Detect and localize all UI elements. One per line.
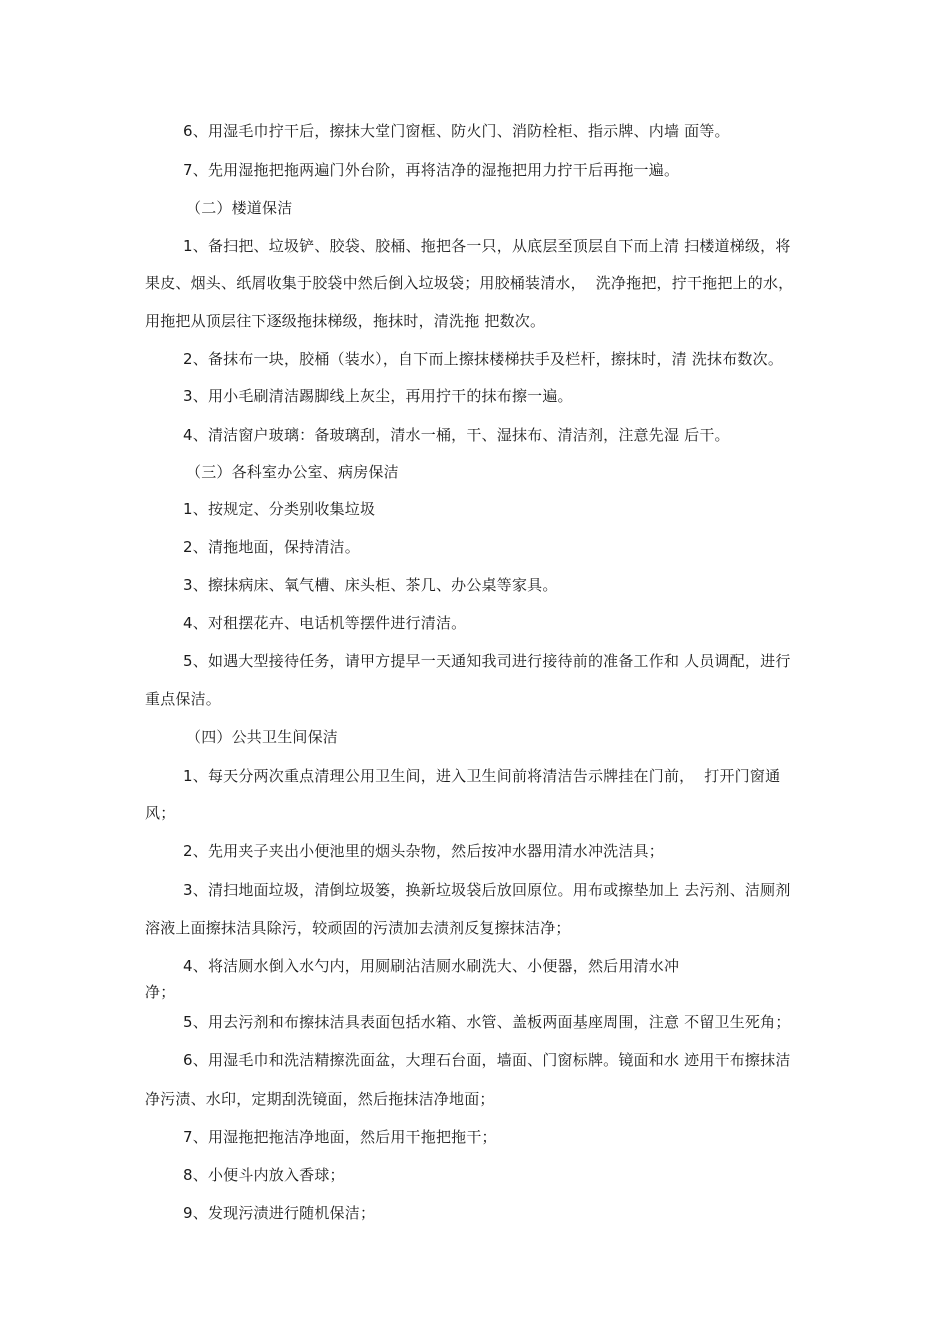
restrooms-item-4-line-1: 4、将洁厕水倒入水勺内，用厕刷沾洁厕水刷洗大、小便器，然后用清水冲 [183, 957, 680, 975]
restrooms-item-6-line-2: 净污渍、水印，定期刮洗镜面，然后拖抹洁净地面； [145, 1090, 495, 1108]
lobby-item-7: 7、先用湿拖把拖两遍门外台阶，再将洁净的湿拖把用力拧干后再拖一遍。 [183, 161, 680, 179]
stairs-item-1-line-1: 1、备扫把、垃圾铲、胶袋、胶桶、拖把各一只，从底层至顶层自下而上清 扫楼道梯级，将 [183, 237, 791, 255]
offices-heading: （三）各科室办公室、病房保洁 [186, 463, 399, 481]
offices-item-3: 3、擦抹病床、氧气槽、床头柜、茶几、办公桌等家具。 [183, 576, 558, 594]
restrooms-item-1-line-2: 风； [145, 804, 176, 822]
restrooms-item-8: 8、小便斗内放入香球； [183, 1166, 345, 1184]
offices-item-2: 2、清拖地面，保持清洁。 [183, 538, 360, 556]
restrooms-item-2: 2、先用夹子夹出小便池里的烟头杂物，然后按冲水器用清水冲洗洁具； [183, 842, 664, 860]
stairs-item-1-line-3: 用拖把从顶层往下逐级拖抹梯级，拖抹时，清洗拖 把数次。 [145, 312, 546, 330]
restrooms-item-4-line-2: 净； [145, 983, 176, 1001]
restrooms-item-6-line-1: 6、用湿毛巾和洗洁精擦洗面盆，大理石台面，墙面、门窗标牌。镜面和水 迹用干布擦抹洁 [183, 1051, 791, 1069]
offices-item-5-line-1: 5、如遇大型接待任务，请甲方提早一天通知我司进行接待前的准备工作和 人员调配，进行 [183, 652, 791, 670]
stairs-heading: （二）楼道保洁 [186, 199, 293, 217]
restrooms-item-1-line-1: 1、每天分两次重点清理公用卫生间，进入卫生间前将清洁告示牌挂在门前， 打开门窗通 [183, 767, 781, 785]
lobby-item-6: 6、用湿毛巾拧干后，擦抹大堂门窗框、防火门、消防栓柜、指示牌、内墙 面等。 [183, 122, 730, 140]
stairs-item-4: 4、清洁窗户玻璃：备玻璃刮，清水一桶，干、湿抹布、清洁剂，注意先湿 后干。 [183, 426, 730, 444]
restrooms-item-3-line-1: 3、清扫地面垃圾，清倒垃圾篓，换新垃圾袋后放回原位。用布或擦垫加上 去污剂、洁厕剂 [183, 881, 791, 899]
stairs-item-2: 2、备抹布一块，胶桶（装水），自下而上擦抹楼梯扶手及栏杆，擦抹时，清 洗抹布数次。 [183, 350, 784, 368]
restrooms-item-7: 7、用湿拖把拖洁净地面，然后用干拖把拖干； [183, 1128, 497, 1146]
stairs-item-3: 3、用小毛刷清洁踢脚线上灰尘，再用拧干的抹布擦一遍。 [183, 387, 573, 405]
offices-item-1: 1、按规定、分类别收集垃圾 [183, 500, 376, 518]
stairs-item-1-line-2: 果皮、烟头、纸屑收集于胶袋中然后倒入垃圾袋；用胶桶装清水， 洗净拖把，拧干拖把上的水， [145, 274, 794, 292]
offices-item-4: 4、对租摆花卉、电话机等摆件进行清洁。 [183, 614, 467, 632]
restrooms-item-9: 9、发现污渍进行随机保洁； [183, 1204, 376, 1222]
restrooms-item-5: 5、用去污剂和布擦抹洁具表面包括水箱、水管、盖板两面基座周围，注意 不留卫生死角； [183, 1013, 791, 1031]
restrooms-heading: （四）公共卫生间保洁 [186, 728, 339, 746]
restrooms-item-3-line-2: 溶液上面擦抹洁具除污，较顽固的污渍加去渍剂反复擦抹洁净； [145, 919, 571, 937]
offices-item-5-line-2: 重点保洁。 [145, 690, 222, 708]
